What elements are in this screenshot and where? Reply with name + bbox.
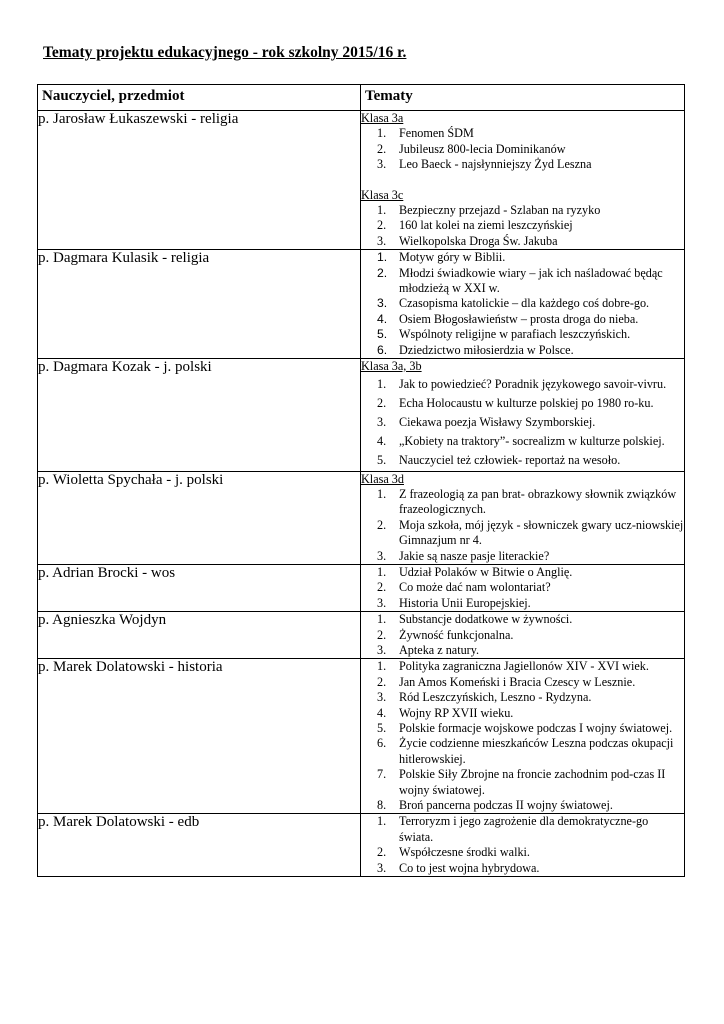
class-label: Klasa 3a, 3b	[361, 359, 422, 374]
list-item	[361, 518, 684, 549]
topic-text: Współczesne środki walki.	[399, 845, 530, 860]
topic-text: Substancje dodatkowe w żywności.	[399, 612, 573, 627]
list-item	[361, 375, 684, 394]
list-item	[361, 250, 684, 265]
list-item	[361, 327, 684, 342]
topic-text: Osiem Błogosławieństw – prosta droga do nieba.	[399, 311, 639, 326]
item-number: 2.	[377, 395, 387, 410]
teacher-subject-cell: p. Marek Dolatowski - historia	[38, 659, 361, 814]
item-number: 3.	[377, 690, 387, 705]
class-group	[361, 612, 684, 658]
topic-text: Moja szkoła, mój język - słowniczek gwary ucz-niowskiej Gimnazjum nr 4.	[399, 517, 684, 548]
item-number: 3.	[377, 414, 387, 429]
list-item	[361, 203, 684, 218]
list-item	[361, 413, 684, 432]
topics-table	[37, 84, 685, 877]
list-item	[361, 394, 684, 413]
table-row	[38, 659, 685, 814]
topic-text: Polskie formacje wojskowe podczas I wojny światowej.	[399, 721, 673, 736]
item-number: 3.	[377, 595, 387, 610]
item-number: 3.	[377, 157, 387, 172]
item-number: 3.	[377, 548, 387, 563]
list-item	[361, 142, 684, 157]
topic-list	[361, 814, 684, 876]
list-item	[361, 296, 684, 311]
topic-list	[361, 375, 684, 471]
topic-text: Z frazeologią za pan brat- obrazkowy słownik związków frazeologicznych.	[399, 486, 677, 517]
item-number: 7.	[377, 767, 387, 782]
topic-list	[361, 612, 684, 658]
item-number: 4.	[377, 434, 387, 449]
list-item	[361, 451, 684, 470]
topic-text: Życie codzienne mieszkańców Leszna podczas okupacji hitlerowskiej.	[399, 736, 674, 766]
item-number: 2.	[377, 674, 387, 689]
list-item	[361, 487, 684, 518]
item-number: 1.	[377, 126, 387, 141]
teacher-subject-cell: p. Agnieszka Wojdyn	[38, 612, 361, 659]
class-group	[361, 659, 684, 813]
list-item	[361, 157, 684, 172]
topic-text: Jan Amos Komeński i Bracia Czescy w Lesznie.	[399, 674, 636, 689]
item-number: 3.	[377, 642, 387, 657]
list-item	[361, 234, 684, 249]
teacher-subject-cell: p. Marek Dolatowski - edb	[38, 814, 361, 877]
topic-list	[361, 487, 684, 564]
topic-list	[361, 203, 684, 249]
table-row	[38, 612, 685, 659]
topic-text: „Kobiety na traktory”- socrealizm w kulturze polskiej.	[399, 434, 665, 449]
topic-text: Nauczyciel też człowiek- reportaż na wesoło.	[399, 453, 621, 468]
list-item	[361, 845, 684, 860]
topic-text: Apteka z natury.	[399, 642, 480, 657]
item-number: 2.	[377, 141, 387, 156]
topics-cell	[361, 250, 685, 359]
table-header-row	[38, 85, 685, 111]
list-item	[361, 643, 684, 658]
topics-cell	[361, 111, 685, 250]
table-row	[38, 471, 685, 564]
topic-text: Motyw góry w Biblii.	[399, 250, 506, 265]
class-group	[361, 111, 684, 173]
topic-text: 160 lat kolei na ziemi leszczyńskiej	[399, 218, 573, 233]
list-item	[361, 690, 684, 705]
item-number: 3.	[377, 296, 388, 311]
topics-cell	[361, 471, 685, 564]
list-item	[361, 549, 684, 564]
item-number: 2.	[377, 627, 387, 642]
item-number: 6.	[377, 342, 388, 357]
topic-text: Bezpieczny przejazd - Szlaban na ryzyko	[399, 203, 601, 218]
item-number: 4.	[377, 311, 388, 326]
list-item	[361, 628, 684, 643]
item-number: 1.	[377, 486, 387, 501]
list-item	[361, 721, 684, 736]
item-number: 8.	[377, 798, 387, 813]
topic-text: Leo Baeck - najsłynniejszy Żyd Leszna	[399, 157, 592, 172]
topic-text: Broń pancerna podczas II wojny światowej.	[399, 798, 613, 813]
item-number: 3.	[377, 860, 387, 875]
class-group	[361, 472, 684, 564]
teacher-subject-cell: p. Dagmara Kulasik - religia	[38, 250, 361, 359]
class-label: Klasa 3a	[361, 111, 404, 125]
topic-text: Dziedzictwo miłosierdzia w Polsce.	[399, 342, 574, 357]
document-title: Tematy projektu edukacyjnego - rok szkolny 2015/16 r.	[43, 44, 407, 61]
item-number: 1.	[377, 814, 387, 829]
topic-text: Wielkopolska Droga Św. Jakuba	[399, 233, 558, 248]
list-item	[361, 218, 684, 233]
topic-text: Młodzi świadkowie wiary – jak ich naśladować będąc młodzieżą w XXI w.	[399, 265, 663, 296]
topic-text: Co to jest wojna hybrydowa.	[399, 860, 540, 875]
topic-text: Wojny RP XVII wieku.	[399, 705, 514, 720]
topic-list	[361, 659, 684, 813]
list-item	[361, 736, 684, 767]
class-label: Klasa 3d	[361, 471, 404, 486]
item-number: 1.	[377, 564, 387, 579]
topic-text: Ród Leszczyńskich, Leszno - Rydzyna.	[399, 690, 592, 705]
list-item	[361, 814, 684, 845]
table-row	[38, 359, 685, 471]
class-label: Klasa 3c	[361, 187, 404, 202]
list-item	[361, 580, 684, 595]
topic-text: Jubileusz 800-lecia Dominikanów	[399, 141, 566, 156]
list-item	[361, 126, 684, 141]
item-number: 3.	[377, 233, 387, 248]
list-item	[361, 675, 684, 690]
item-number: 1.	[377, 376, 387, 391]
topic-text: Co może dać nam wolontariat?	[399, 580, 551, 595]
class-group	[361, 188, 684, 250]
topic-text: Czasopisma katolickie – dla każdego coś dobre-go.	[399, 296, 650, 311]
topics-cell	[361, 564, 685, 611]
item-number: 1.	[377, 203, 387, 218]
table-row	[38, 564, 685, 611]
topic-text: Fenomen ŚDM	[399, 126, 474, 141]
header-teacher-subject: Nauczyciel, przedmiot	[38, 85, 361, 111]
item-number: 5.	[377, 721, 387, 736]
topic-text: Jakie są nasze pasje literackie?	[399, 548, 550, 563]
topic-text: Ciekawa poezja Wisławy Szymborskiej.	[399, 414, 596, 429]
table-row	[38, 814, 685, 877]
topic-text: Żywność funkcjonalna.	[399, 627, 514, 642]
class-group	[361, 565, 684, 611]
item-number: 6.	[377, 736, 387, 751]
teacher-subject-cell: p. Adrian Brocki - wos	[38, 564, 361, 611]
topics-cell	[361, 612, 685, 659]
list-item	[361, 312, 684, 327]
topic-text: Polityka zagraniczna Jagiellonów XIV - XVI wiek.	[399, 659, 649, 674]
table-row	[38, 250, 685, 359]
table-row	[38, 111, 685, 250]
item-number: 2.	[377, 265, 388, 280]
item-number: 4.	[377, 705, 387, 720]
topic-text: Polskie Siły Zbrojne na froncie zachodnim pod-czas II wojny światowej.	[399, 767, 666, 797]
list-item	[361, 596, 684, 611]
item-number: 2.	[377, 517, 387, 532]
list-item	[361, 706, 684, 721]
item-number: 2.	[377, 218, 387, 233]
teacher-subject-cell: p. Dagmara Kozak - j. polski	[38, 359, 361, 471]
class-group	[361, 814, 684, 876]
class-group	[361, 250, 684, 358]
list-item	[361, 432, 684, 451]
list-item	[361, 612, 684, 627]
topic-text: Wspólnoty religijne w parafiach leszczyńskich.	[399, 327, 631, 342]
header-topics: Tematy	[361, 85, 685, 111]
topic-text: Echa Holocaustu w kulturze polskiej po 1980 ro-ku.	[399, 395, 654, 410]
topic-text: Terroryzm i jego zagrożenie dla demokratyczne-go świata.	[399, 814, 649, 844]
item-number: 1.	[377, 659, 387, 674]
list-item	[361, 659, 684, 674]
list-item	[361, 798, 684, 813]
topics-cell	[361, 359, 685, 471]
item-number: 5.	[377, 327, 388, 342]
list-item	[361, 343, 684, 358]
topic-list	[361, 250, 684, 358]
list-item	[361, 565, 684, 580]
topics-cell	[361, 814, 685, 877]
item-number: 5.	[377, 453, 387, 468]
topic-text: Historia Unii Europejskiej.	[399, 595, 531, 610]
table-body	[38, 111, 685, 877]
teacher-subject-cell: p. Wioletta Spychała - j. polski	[38, 471, 361, 564]
topic-list	[361, 126, 684, 172]
topics-cell	[361, 659, 685, 814]
topic-text: Jak to powiedzieć? Poradnik językowego savoir-vivru.	[399, 376, 667, 391]
item-number: 1.	[377, 250, 388, 265]
list-item	[361, 767, 684, 798]
item-number: 2.	[377, 845, 387, 860]
item-number: 1.	[377, 612, 387, 627]
list-item	[361, 861, 684, 876]
teacher-subject-cell: p. Jarosław Łukaszewski - religia	[38, 111, 361, 250]
topic-text: Udział Polaków w Bitwie o Anglię.	[399, 564, 573, 579]
topic-list	[361, 565, 684, 611]
class-group	[361, 359, 684, 470]
item-number: 2.	[377, 580, 387, 595]
list-item	[361, 266, 684, 297]
